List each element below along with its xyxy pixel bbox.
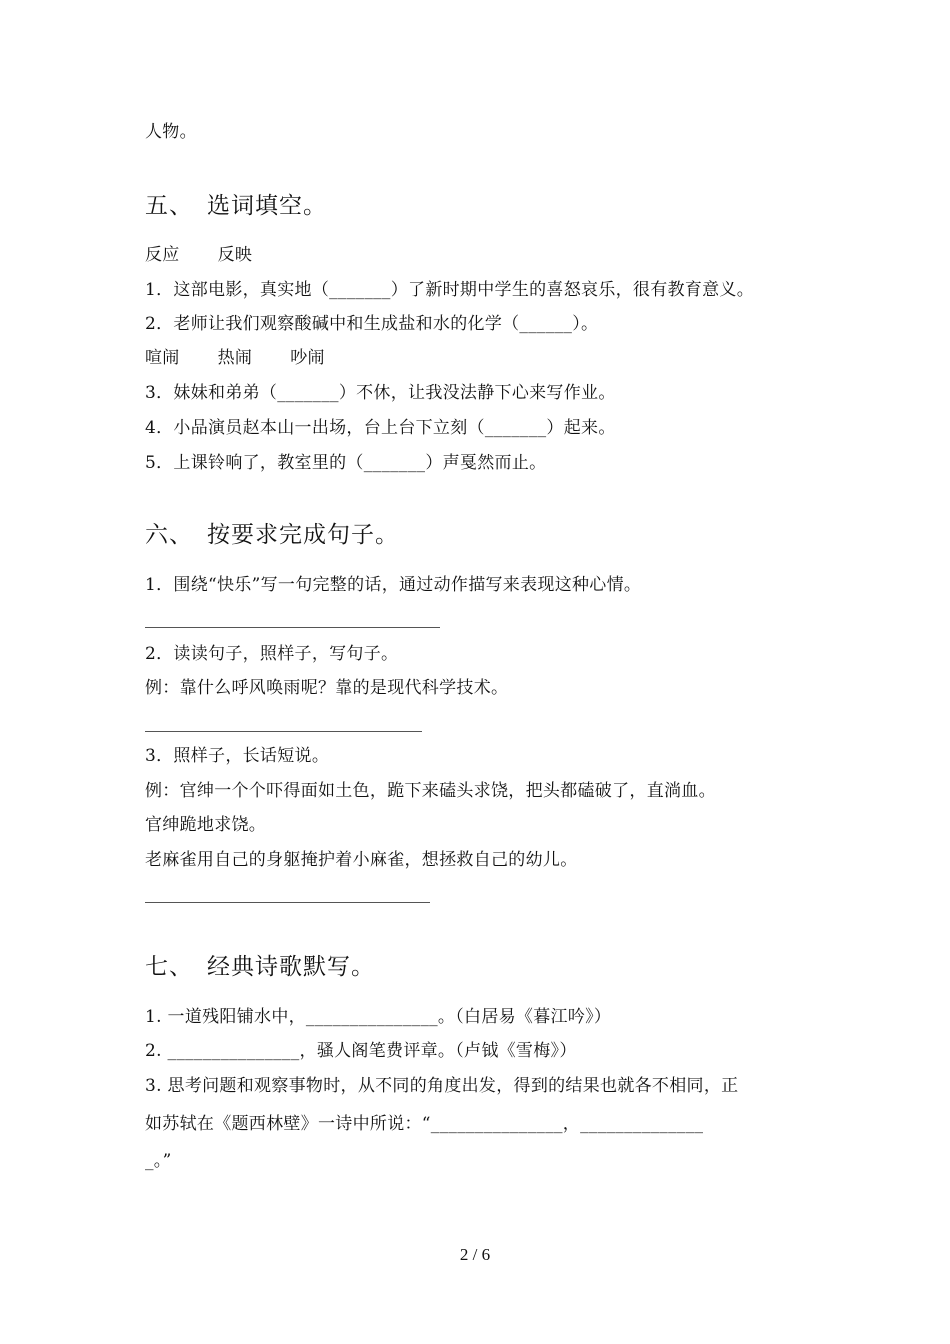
- section-5-title: 选词填空。: [207, 193, 327, 219]
- question-1: 1．围绕“快乐”写一句完整的话，通过动作描写来表现这种心情。: [145, 575, 642, 595]
- section-7-title: 经典诗歌默写。: [207, 954, 375, 980]
- word-choices-b: [145, 347, 363, 369]
- answer-line-2: [145, 731, 422, 732]
- poem-line-3c: _。”: [145, 1151, 172, 1171]
- word-choice: 喧闹: [145, 348, 180, 368]
- question-2: 2．读读句子，照样子，写句子。: [145, 644, 399, 664]
- word-choice: 热闹: [217, 348, 253, 368]
- question-3: 3．照样子，长话短说。: [145, 746, 330, 766]
- section-5-heading: [145, 191, 327, 221]
- answer-line-1: [145, 627, 440, 628]
- word-choice: 吵闹: [290, 348, 325, 368]
- fill-item: 3．妹妹和弟弟（_______）不休，让我没法静下心来写作业。: [145, 383, 616, 403]
- question-3-task: 老麻雀用自己的身躯掩护着小麻雀，想拯救自己的幼儿。: [145, 850, 578, 870]
- section-6-number: 六、: [145, 522, 193, 548]
- poem-line-3a: 3. 思考问题和观察事物时，从不同的角度出发，得到的结果也就各不相同，正: [145, 1076, 739, 1096]
- fill-item: 1．这部电影，真实地（_______）了新时期中学生的喜怒哀乐，很有教育意义。: [145, 280, 755, 300]
- section-7-number: 七、: [145, 954, 193, 980]
- fill-item: 4．小品演员赵本山一出场，台上台下立刻（_______）起来。: [145, 418, 616, 438]
- question-3-example-short: 官绅跪地求饶。: [145, 815, 267, 835]
- section-5-number: 五、: [145, 193, 193, 219]
- question-2-example: 例：靠什么呼风唤雨呢？靠的是现代科学技术。: [145, 678, 509, 698]
- page-number: 2 / 6: [459, 1245, 491, 1264]
- continued-text: 人物。: [145, 122, 197, 142]
- section-6-title: 按要求完成句子。: [207, 522, 399, 548]
- answer-line-3: [145, 902, 430, 903]
- section-7-heading: [145, 952, 375, 982]
- poem-line-1: 1. 一道残阳铺水中，_______________。（白居易《暮江吟》）: [145, 1007, 612, 1027]
- fill-item: 5．上课铃响了，教室里的（_______）声戛然而止。: [145, 453, 547, 473]
- word-choices-a: [145, 244, 290, 266]
- poem-line-2: 2. _______________，骚人阁笔费评章。（卢钺《雪梅》）: [145, 1041, 577, 1061]
- question-3-example: 例：官绅一个个吓得面如土色，跪下来磕头求饶，把头都磕破了，直淌血。: [145, 781, 716, 801]
- section-6-heading: [145, 520, 399, 550]
- word-choice: 反应: [145, 245, 180, 265]
- word-choice: 反映: [217, 245, 253, 265]
- fill-item: 2．老师让我们观察酸碱中和生成盐和水的化学（______）。: [145, 314, 599, 334]
- poem-line-3b: 如苏轼在《题西林壁》一诗中所说：“_______________，______________: [145, 1114, 704, 1134]
